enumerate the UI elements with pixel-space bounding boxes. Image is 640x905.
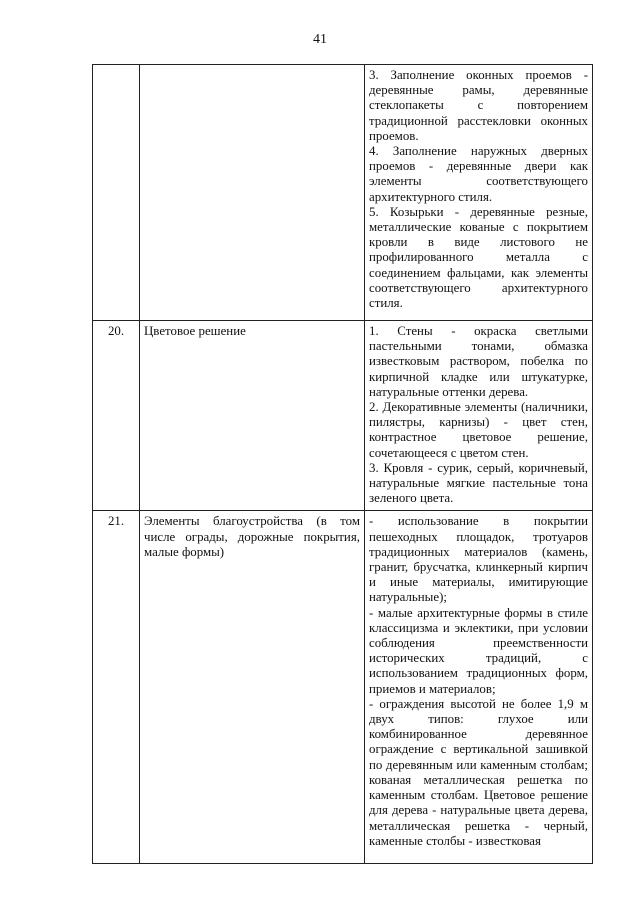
table-row bbox=[93, 65, 593, 321]
description-item: 2. Декоративные элементы (наличники, пилястры, карнизы) - цвет стен, контрастное цветовое решение, сочетающееся с цветом стен. bbox=[369, 400, 588, 460]
description-item: 4. Заполнение наружных дверных проемов - деревянные двери как элементы соответствующего архитектурного стиля. bbox=[369, 144, 588, 204]
row-name-cell: Цветовое решение bbox=[140, 321, 365, 511]
row-description-cell bbox=[365, 321, 593, 511]
page-number: 41 bbox=[313, 32, 327, 47]
row-number-cell bbox=[93, 65, 140, 321]
description-item: 1. Стены - окраска светлыми пастельными тонами, обмазка известковым раствором, побелка по кирпичной кладке или штукатурке, натуральные оттенки дерева. bbox=[369, 324, 588, 399]
description-item: - использование в покрытии пешеходных площадок, тротуаров традиционных материалов (камень, гранит, брусчатка, клинкерный кирпич и иные материалы, имитирующие натуральные); bbox=[369, 514, 588, 605]
row-name-cell bbox=[140, 65, 365, 321]
table-row bbox=[93, 321, 593, 511]
row-name-cell: Элементы благоустройства (в том числе ограды, дорожные покрытия, малые формы) bbox=[140, 511, 365, 864]
row-number-cell: 20. bbox=[93, 321, 140, 511]
description-item: - малые архитектурные формы в стиле классицизма и эклектики, при условии соблюдения преемственности исторических традиций, с использованием традиционных форм, приемов и материалов; bbox=[369, 605, 588, 696]
description-item: 3. Заполнение оконных проемов - деревянные рамы, деревянные стеклопакеты с повторением традиционной расстекловки оконных проемов. bbox=[369, 68, 588, 143]
table-row bbox=[93, 511, 593, 864]
description-item: 3. Кровля - сурик, серый, коричневый, натуральные мягкие пастельные тона зеленого цвета. bbox=[369, 460, 588, 506]
description-item: 5. Козырьки - деревянные резные, металлические кованые с покрытием кровли в виде листового не профилированного металла с соединением фальцами, как элементы соответствующего архитектурного стиля. bbox=[369, 204, 588, 311]
requirements-table bbox=[92, 64, 593, 864]
row-description-cell bbox=[365, 511, 593, 864]
row-description-cell bbox=[365, 65, 593, 321]
row-number-cell: 21. bbox=[93, 511, 140, 864]
description-item: - ограждения высотой не более 1,9 м двух типов: глухое или комбинированное деревянное ограждение с вертикальной зашивкой по деревянным или каменным столбам; кованая металлическая решетка по каменным столбам. Цветовое решение для дерева - натуральные цвета дерева, металлическая решетка - черный, каменные столбы - известковая bbox=[369, 696, 588, 848]
